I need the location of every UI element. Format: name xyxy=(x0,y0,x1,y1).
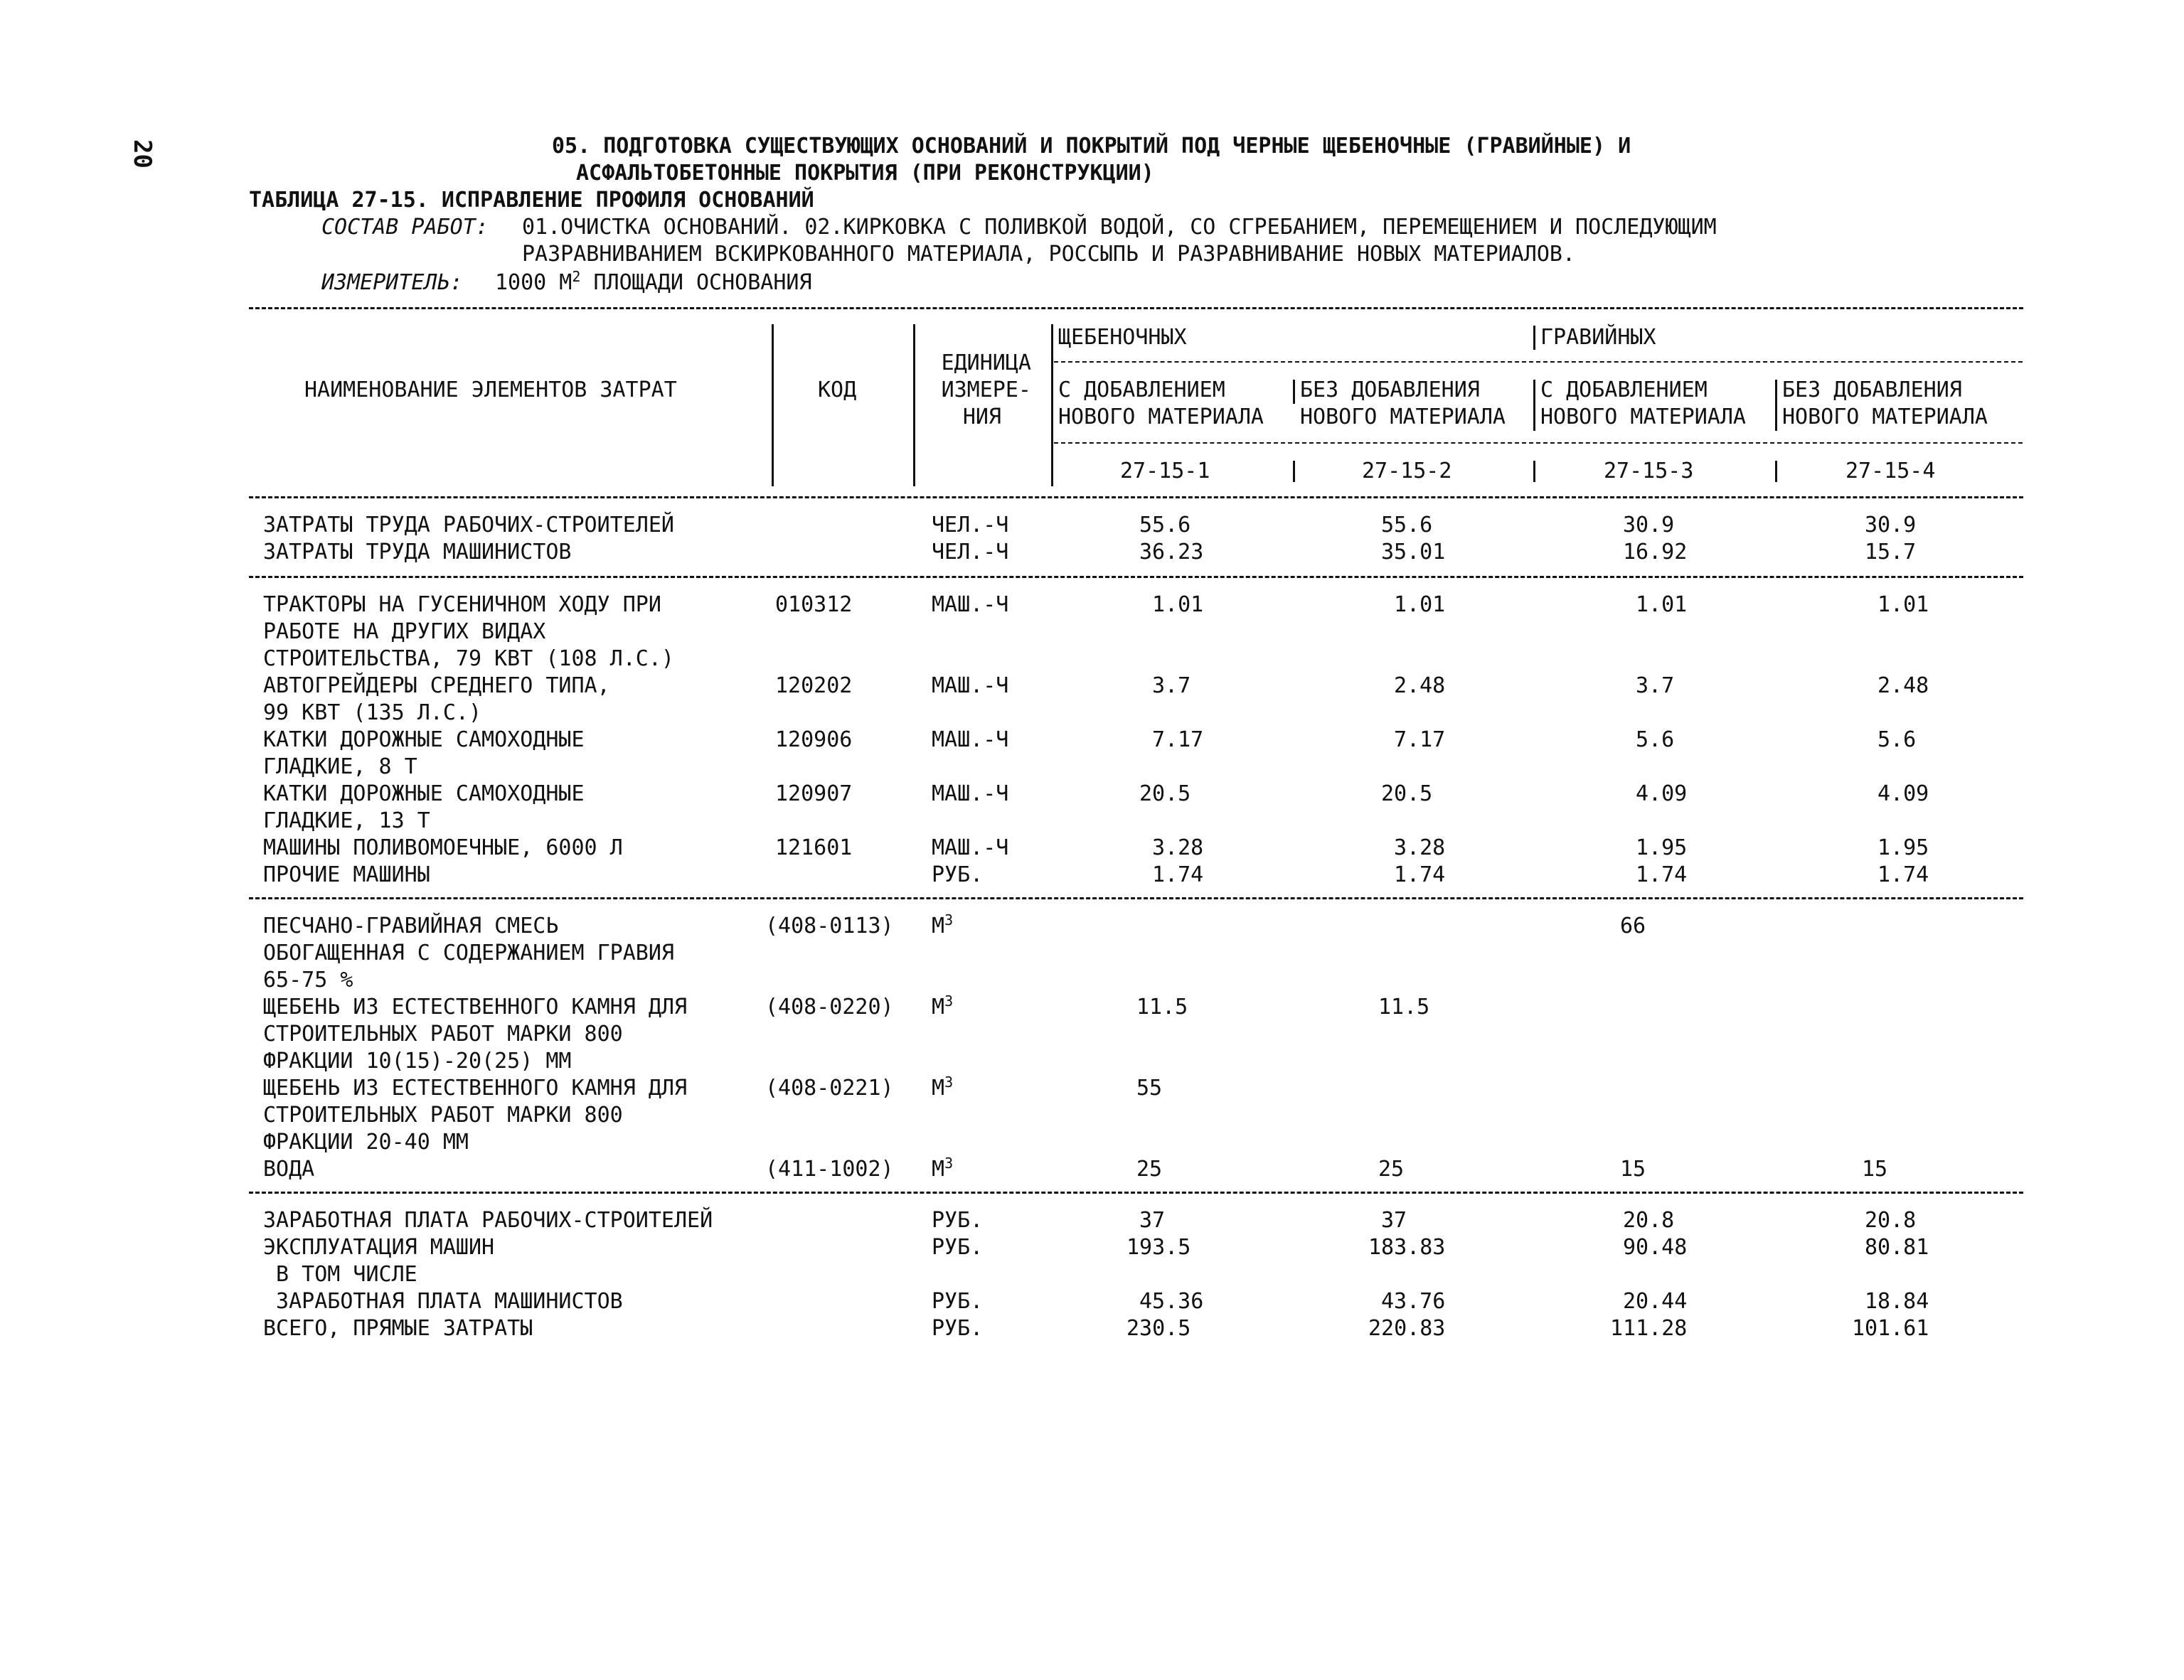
total-row-name: ЗАРАБОТНАЯ ПЛАТА РАБОЧИХ-СТРОИТЕЛЕЙ xyxy=(263,1208,713,1233)
labor-row-value: 30.9 xyxy=(1865,513,1917,537)
material-row-name: ВОДА xyxy=(263,1157,315,1182)
machine-row-name: ТРАКТОРЫ НА ГУСЕНИЧНОМ ХОДУ ПРИ xyxy=(263,592,661,617)
material-row-name: ОБОГАЩЕННАЯ С СОДЕРЖАНИЕМ ГРАВИЯ xyxy=(263,941,674,965)
machine-row-value: 2.48 xyxy=(1394,673,1446,698)
material-row-name: ЩЕБЕНЬ ИЗ ЕСТЕСТВЕННОГО КАМНЯ ДЛЯ xyxy=(263,1076,688,1101)
labor-row-value: 30.9 xyxy=(1623,513,1675,537)
machine-row-unit: РУБ. xyxy=(932,862,984,887)
material-row-code: (408-0113) xyxy=(765,914,894,938)
machine-row-name: КАТКИ ДОРОЖНЫЕ САМОХОДНЫЕ xyxy=(263,727,585,752)
rule-top xyxy=(249,307,2023,309)
header-sep-sub1 xyxy=(1293,380,1295,404)
total-row-value: 101.61 xyxy=(1852,1316,1929,1341)
total-row-value: 193.5 xyxy=(1126,1235,1191,1260)
machine-row-value: 4.09 xyxy=(1877,781,1929,806)
machine-row-name: КАТКИ ДОРОЖНЫЕ САМОХОДНЫЕ xyxy=(263,781,585,806)
work-composition-line2: РАЗРАВНИВАНИЕМ ВСКИРКОВАННОГО МАТЕРИАЛА, РОССЫПЬ И РАЗРАВНИВАНИЕ НОВЫХ МАТЕРИАЛОВ. xyxy=(522,242,1576,267)
machine-row-value: 2.48 xyxy=(1877,673,1929,698)
rule-header-bottom xyxy=(249,496,2023,498)
header-unit-line2: ИЗМЕРЕ- xyxy=(941,378,1031,402)
machine-row-value: 20.5 xyxy=(1381,781,1433,806)
machine-row-value: 1.74 xyxy=(1394,862,1446,887)
header-group-gravel: ГРАВИЙНЫХ xyxy=(1540,325,1656,350)
material-row-code: (411-1002) xyxy=(765,1157,894,1182)
work-composition-label: СОСТАВ РАБОТ: xyxy=(321,215,489,240)
machine-row-value: 1.95 xyxy=(1636,835,1688,860)
rule-machines-bottom xyxy=(249,897,2023,899)
total-row-value: 18.84 xyxy=(1865,1289,1929,1314)
total-row-value: 20.44 xyxy=(1623,1289,1688,1314)
total-row-value: 37 xyxy=(1139,1208,1166,1233)
material-row-name: ФРАКЦИИ 10(15)-20(25) ММ xyxy=(263,1049,572,1074)
machine-row-value: 3.28 xyxy=(1152,835,1204,860)
total-row-name: ВСЕГО, ПРЯМЫЕ ЗАТРАТЫ xyxy=(263,1316,533,1341)
header-sub2-line2: НОВОГО МАТЕРИАЛА xyxy=(1300,405,1506,429)
machine-row-value: 5.6 xyxy=(1877,727,1917,752)
material-row-value: 25 xyxy=(1136,1157,1163,1182)
total-row-name: ЗАРАБОТНАЯ ПЛАТА МАШИНИСТОВ xyxy=(263,1289,623,1314)
total-row-value: 90.48 xyxy=(1623,1235,1688,1260)
labor-row-unit: ЧЕЛ.-Ч xyxy=(932,540,1009,565)
machine-row-value: 1.01 xyxy=(1152,592,1204,617)
machine-row-value: 4.09 xyxy=(1636,781,1688,806)
total-row-name: ЭКСПЛУАТАЦИЯ МАШИН xyxy=(263,1235,495,1260)
total-row-unit: РУБ. xyxy=(932,1208,984,1233)
total-row-value: 45.36 xyxy=(1139,1289,1204,1314)
machine-row-name: ГЛАДКИЕ, 13 Т xyxy=(263,808,430,833)
header-unit-line1: ЕДИНИЦА xyxy=(941,351,1031,375)
machine-row-value: 1.01 xyxy=(1877,592,1929,617)
material-row-value: 11.5 xyxy=(1136,995,1188,1020)
labor-row-value: 16.92 xyxy=(1623,540,1688,565)
machine-row-value: 5.6 xyxy=(1636,727,1675,752)
header-sep-code xyxy=(913,324,915,486)
material-row-unit-sup: 3 xyxy=(944,911,954,929)
labor-row-value: 55.6 xyxy=(1381,513,1433,537)
total-row-value: 183.83 xyxy=(1368,1235,1446,1260)
machine-row-value: 7.17 xyxy=(1394,727,1446,752)
material-row-name: ЩЕБЕНЬ ИЗ ЕСТЕСТВЕННОГО КАМНЯ ДЛЯ xyxy=(263,995,688,1020)
material-row-unit-sup: 3 xyxy=(944,993,954,1010)
material-row-code: (408-0221) xyxy=(765,1076,894,1101)
machine-row-code: 121601 xyxy=(775,835,853,860)
header-sub-divider xyxy=(1054,442,2023,444)
header-sub3-line1: С ДОБАВЛЕНИЕМ xyxy=(1540,378,1708,402)
header-col-27-15-1: 27-15-1 xyxy=(1120,459,1210,483)
measure-value-main: 1000 М xyxy=(495,270,572,295)
material-row-value: 55 xyxy=(1136,1076,1163,1101)
header-sub4-line2: НОВОГО МАТЕРИАЛА xyxy=(1782,405,1988,429)
total-row-value: 20.8 xyxy=(1623,1208,1675,1233)
labor-row-value: 55.6 xyxy=(1139,513,1191,537)
material-row-unit-text: М xyxy=(932,1076,945,1101)
material-row-unit-text: М xyxy=(932,1157,945,1182)
total-row-value: 43.76 xyxy=(1381,1289,1446,1314)
machine-row-name: МАШИНЫ ПОЛИВОМОЕЧНЫЕ, 6000 Л xyxy=(263,835,623,860)
header-sub1-line1: С ДОБАВЛЕНИЕМ xyxy=(1058,378,1225,402)
machine-row-value: 3.7 xyxy=(1636,673,1675,698)
total-row-unit: РУБ. xyxy=(932,1289,984,1314)
measure-value xyxy=(495,270,812,295)
material-row-unit-sup: 3 xyxy=(944,1074,954,1091)
header-sub4-line1: БЕЗ ДОБАВЛЕНИЯ xyxy=(1782,378,1962,402)
material-row-unit xyxy=(932,994,953,1021)
work-composition-line1: 01.ОЧИСТКА ОСНОВАНИЙ. 02.КИРКОВКА С ПОЛИВКОЙ ВОДОЙ, СО СГРЕБАНИЕМ, ПЕРЕМЕЩЕНИЕМ И ПОСЛЕДУЮЩИМ xyxy=(522,215,1717,240)
header-group-gravel-crushed: ЩЕБЕНОЧНЫХ xyxy=(1058,325,1187,350)
material-row-unit xyxy=(932,913,953,940)
total-row-value: 20.8 xyxy=(1865,1208,1917,1233)
material-row-value: 15 xyxy=(1862,1157,1888,1182)
table-title: ТАБЛИЦА 27-15. ИСПРАВЛЕНИЕ ПРОФИЛЯ ОСНОВАНИЙ xyxy=(249,188,814,213)
machine-row-unit: МАШ.-Ч xyxy=(932,727,1009,752)
machine-row-code: 010312 xyxy=(775,592,853,617)
header-sub1-line2: НОВОГО МАТЕРИАЛА xyxy=(1058,405,1264,429)
header-col-27-15-3: 27-15-3 xyxy=(1604,459,1694,483)
material-row-unit-text: М xyxy=(932,995,945,1020)
material-row-value: 25 xyxy=(1378,1157,1405,1182)
header-group-divider xyxy=(1054,361,2023,363)
section-title-line1: 05. ПОДГОТОВКА СУЩЕСТВУЮЩИХ ОСНОВАНИЙ И ПОКРЫТИЙ ПОД ЧЕРНЫЕ ЩЕБЕНОЧНЫЕ (ГРАВИЙНЫЕ) И xyxy=(552,134,1631,159)
labor-row-name: ЗАТРАТЫ ТРУДА МАШИНИСТОВ xyxy=(263,540,572,565)
machine-row-value: 1.01 xyxy=(1394,592,1446,617)
machine-row-value: 1.95 xyxy=(1877,835,1929,860)
material-row-name: 65-75 % xyxy=(263,968,353,993)
header-sep-name xyxy=(772,324,774,486)
machine-row-value: 1.01 xyxy=(1636,592,1688,617)
header-sep-col3 xyxy=(1775,461,1777,482)
measure-value-sup: 2 xyxy=(572,268,581,285)
machine-row-value: 20.5 xyxy=(1139,781,1191,806)
total-row-value: 80.81 xyxy=(1865,1235,1929,1260)
material-row-name: ПЕСЧАНО-ГРАВИЙНАЯ СМЕСЬ xyxy=(263,914,559,938)
section-title-line2: АСФАЛЬТОБЕТОННЫЕ ПОКРЫТИЯ (ПРИ РЕКОНСТРУКЦИИ) xyxy=(576,161,1154,186)
header-col-27-15-4: 27-15-4 xyxy=(1845,459,1936,483)
header-col-27-15-2: 27-15-2 xyxy=(1362,459,1452,483)
machine-row-code: 120906 xyxy=(775,727,853,752)
machine-row-name: 99 КВТ (135 Л.С.) xyxy=(263,700,482,725)
material-row-unit-text: М xyxy=(932,914,945,938)
measure-label: ИЗМЕРИТЕЛЬ: xyxy=(321,270,463,295)
machine-row-value: 7.17 xyxy=(1152,727,1204,752)
machine-row-value: 3.28 xyxy=(1394,835,1446,860)
labor-row-name: ЗАТРАТЫ ТРУДА РАБОЧИХ-СТРОИТЕЛЕЙ xyxy=(263,513,674,537)
machine-row-value: 1.74 xyxy=(1636,862,1688,887)
rule-labor-bottom xyxy=(249,576,2023,578)
material-row-value: 15 xyxy=(1620,1157,1646,1182)
header-sub3-line2: НОВОГО МАТЕРИАЛА xyxy=(1540,405,1746,429)
machine-row-name: АВТОГРЕЙДЕРЫ СРЕДНЕГО ТИПА, xyxy=(263,673,610,698)
header-unit-line3: НИЯ xyxy=(962,405,1001,429)
material-row-name: ФРАКЦИИ 20-40 ММ xyxy=(263,1130,469,1155)
rule-materials-bottom xyxy=(249,1192,2023,1194)
machine-row-code: 120202 xyxy=(775,673,853,698)
total-row-unit: РУБ. xyxy=(932,1316,984,1341)
machine-row-unit: МАШ.-Ч xyxy=(932,835,1009,860)
labor-row-value: 35.01 xyxy=(1381,540,1446,565)
header-sep-col2 xyxy=(1533,461,1535,482)
header-sep-unit xyxy=(1051,324,1053,486)
measure-value-rest: ПЛОЩАДИ ОСНОВАНИЯ xyxy=(580,270,812,295)
header-sep-sub3 xyxy=(1775,380,1777,431)
labor-row-value: 15.7 xyxy=(1865,540,1917,565)
labor-row-value: 36.23 xyxy=(1139,540,1204,565)
labor-row-unit: ЧЕЛ.-Ч xyxy=(932,513,1009,537)
machine-row-name: ПРОЧИЕ МАШИНЫ xyxy=(263,862,430,887)
total-row-value: 230.5 xyxy=(1126,1316,1191,1341)
material-row-value: 66 xyxy=(1620,914,1646,938)
header-name: НАИМЕНОВАНИЕ ЭЛЕМЕНТОВ ЗАТРАТ xyxy=(304,378,677,402)
total-row-unit: РУБ. xyxy=(932,1235,984,1260)
header-code: КОД xyxy=(818,378,857,402)
machine-row-value: 3.7 xyxy=(1152,673,1191,698)
total-row-name: В ТОМ ЧИСЛЕ xyxy=(263,1262,417,1287)
material-row-unit-sup: 3 xyxy=(944,1155,954,1172)
header-sep-group xyxy=(1533,326,1535,350)
page-number: 20 xyxy=(128,139,156,168)
machine-row-name: СТРОИТЕЛЬСТВА, 79 КВТ (108 Л.С.) xyxy=(263,646,674,671)
total-row-value: 220.83 xyxy=(1368,1316,1446,1341)
machine-row-unit: МАШ.-Ч xyxy=(932,781,1009,806)
header-sep-col1 xyxy=(1293,461,1295,482)
material-row-unit xyxy=(932,1075,953,1102)
machine-row-name: ГЛАДКИЕ, 8 Т xyxy=(263,754,417,779)
material-row-name: СТРОИТЕЛЬНЫХ РАБОТ МАРКИ 800 xyxy=(263,1022,623,1047)
material-row-unit xyxy=(932,1156,953,1183)
header-sep-sub2 xyxy=(1533,380,1535,431)
header-sub2-line1: БЕЗ ДОБАВЛЕНИЯ xyxy=(1300,378,1480,402)
material-row-code: (408-0220) xyxy=(765,995,894,1020)
machine-row-name: РАБОТЕ НА ДРУГИХ ВИДАХ xyxy=(263,619,546,644)
machine-row-unit: МАШ.-Ч xyxy=(932,673,1009,698)
machine-row-value: 1.74 xyxy=(1877,862,1929,887)
material-row-value: 11.5 xyxy=(1378,995,1430,1020)
total-row-value: 37 xyxy=(1381,1208,1407,1233)
machine-row-code: 120907 xyxy=(775,781,853,806)
total-row-value: 111.28 xyxy=(1610,1316,1688,1341)
machine-row-unit: МАШ.-Ч xyxy=(932,592,1009,617)
machine-row-value: 1.74 xyxy=(1152,862,1204,887)
material-row-name: СТРОИТЕЛЬНЫХ РАБОТ МАРКИ 800 xyxy=(263,1103,623,1128)
